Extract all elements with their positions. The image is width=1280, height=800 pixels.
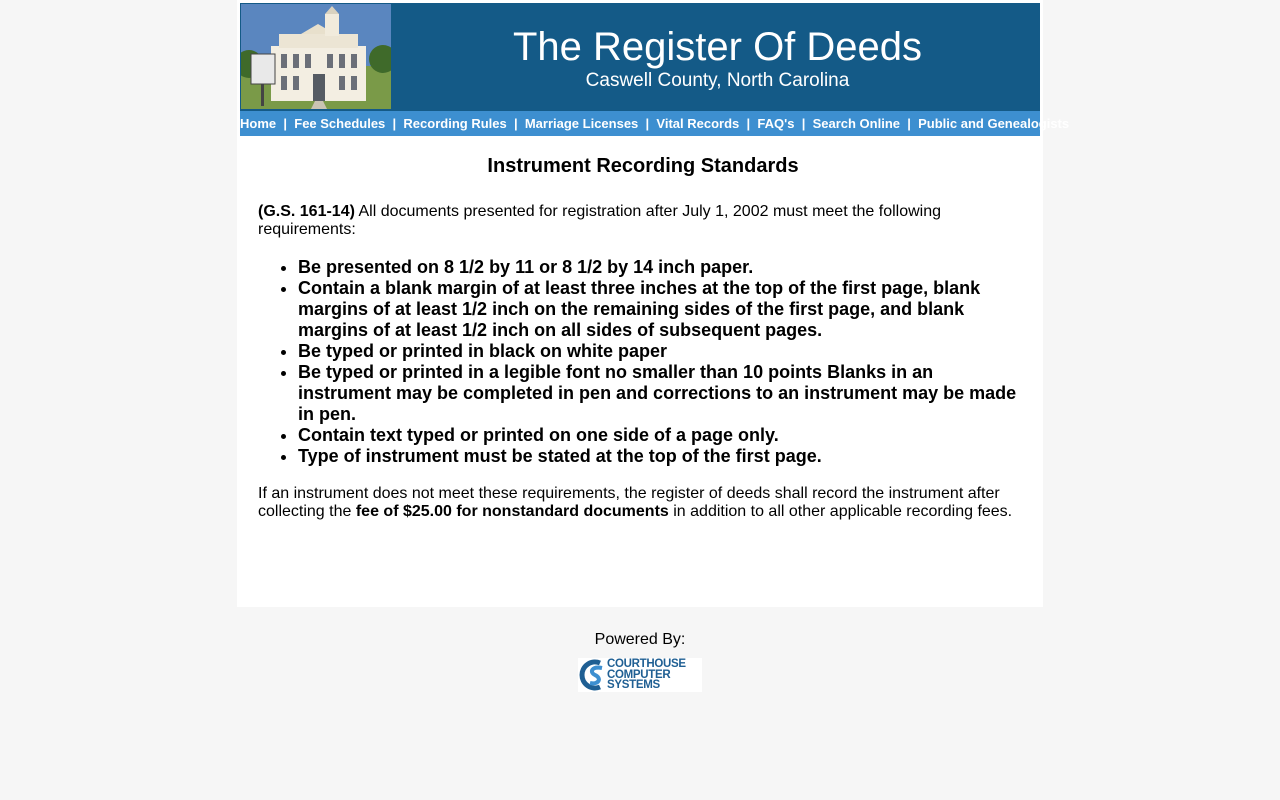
closing-text-before: If an instrument does not meet these requirements, the register of deeds shall record the instrument after collecting the	[258, 485, 1000, 520]
list-item: • Contain text typed or printed on one side of a page only.	[298, 425, 1028, 446]
nav-marriage-licenses-link[interactable]: Marriage Licenses	[524, 116, 639, 131]
nav-recording-rules-link[interactable]: Recording Rules	[403, 116, 507, 131]
nav-search-online-link[interactable]: Search Online	[812, 116, 900, 131]
nav-separator: |	[279, 116, 291, 131]
intro-paragraph	[258, 203, 1028, 239]
list-item: • Contain a blank margin of at least three inches at the top of the first page, blank margins of at least 1/2 inch on the remaining sides of the first page, and blank margins of at least 1/2 inch on all sides of subsequent pages.	[298, 278, 1028, 341]
nav-faqs-link[interactable]: FAQ's	[757, 116, 795, 131]
nav-fee-schedules-link[interactable]: Fee Schedules	[294, 116, 386, 131]
nav-separator: |	[510, 116, 522, 131]
nav-separator: |	[798, 116, 809, 131]
intro-text: All documents presented for registration after July 1, 2002 must meet the following requirements:	[258, 203, 942, 238]
nav-separator: |	[742, 116, 754, 131]
logo-line-2: COMPUTER	[607, 668, 671, 681]
closing-paragraph	[258, 485, 1028, 521]
nav-separator: |	[641, 116, 653, 131]
list-item: • Type of instrument must be stated at the top of the first page.	[298, 446, 1028, 467]
list-item: • Be typed or printed in black on white paper	[298, 341, 1028, 362]
logo-text	[607, 659, 686, 691]
nav-public-genealogists-link[interactable]: Public and Genealogists	[918, 116, 1070, 131]
page-container	[237, 0, 1070, 607]
statute-reference: (G.S. 161-14)	[258, 203, 355, 220]
nav-vital-records-link[interactable]: Vital Records	[656, 116, 740, 131]
header-banner	[240, 3, 1040, 111]
cs-monogram-icon	[578, 658, 608, 692]
requirements-list	[258, 257, 1028, 467]
page-title: Instrument Recording Standards	[487, 155, 799, 177]
main-nav	[240, 111, 1070, 136]
nav-home-link[interactable]: Home	[240, 116, 277, 131]
courthouse-computer-systems-logo-icon[interactable]	[578, 658, 702, 692]
nav-separator: |	[388, 116, 400, 131]
powered-by-label: Powered By:	[594, 631, 686, 648]
closing-text-after: in addition to all other applicable recording fees.	[668, 503, 1013, 520]
footer	[0, 630, 1280, 691]
list-item: • Be presented on 8 1/2 by 11 or 8 1/2 by 14 inch paper.	[298, 257, 1028, 278]
site-title: The Register Of Deeds	[512, 25, 923, 69]
nav-separator: |	[903, 116, 915, 131]
banner-text	[395, 3, 1040, 111]
logo-line-3: SYSTEMS	[607, 679, 660, 691]
site-subtitle: Caswell County, North Carolina	[585, 70, 850, 91]
courthouse-photo-icon	[241, 4, 391, 109]
logo-line-1: COURTHOUSE	[607, 658, 686, 670]
nonstandard-fee-text: fee of $25.00 for nonstandard documents	[355, 503, 669, 520]
list-item: • Be typed or printed in a legible font no smaller than 10 points Blanks in an instrument may be completed in pen and corrections to an instrument may be made in pen.	[298, 362, 1028, 425]
main-content	[258, 152, 1028, 521]
